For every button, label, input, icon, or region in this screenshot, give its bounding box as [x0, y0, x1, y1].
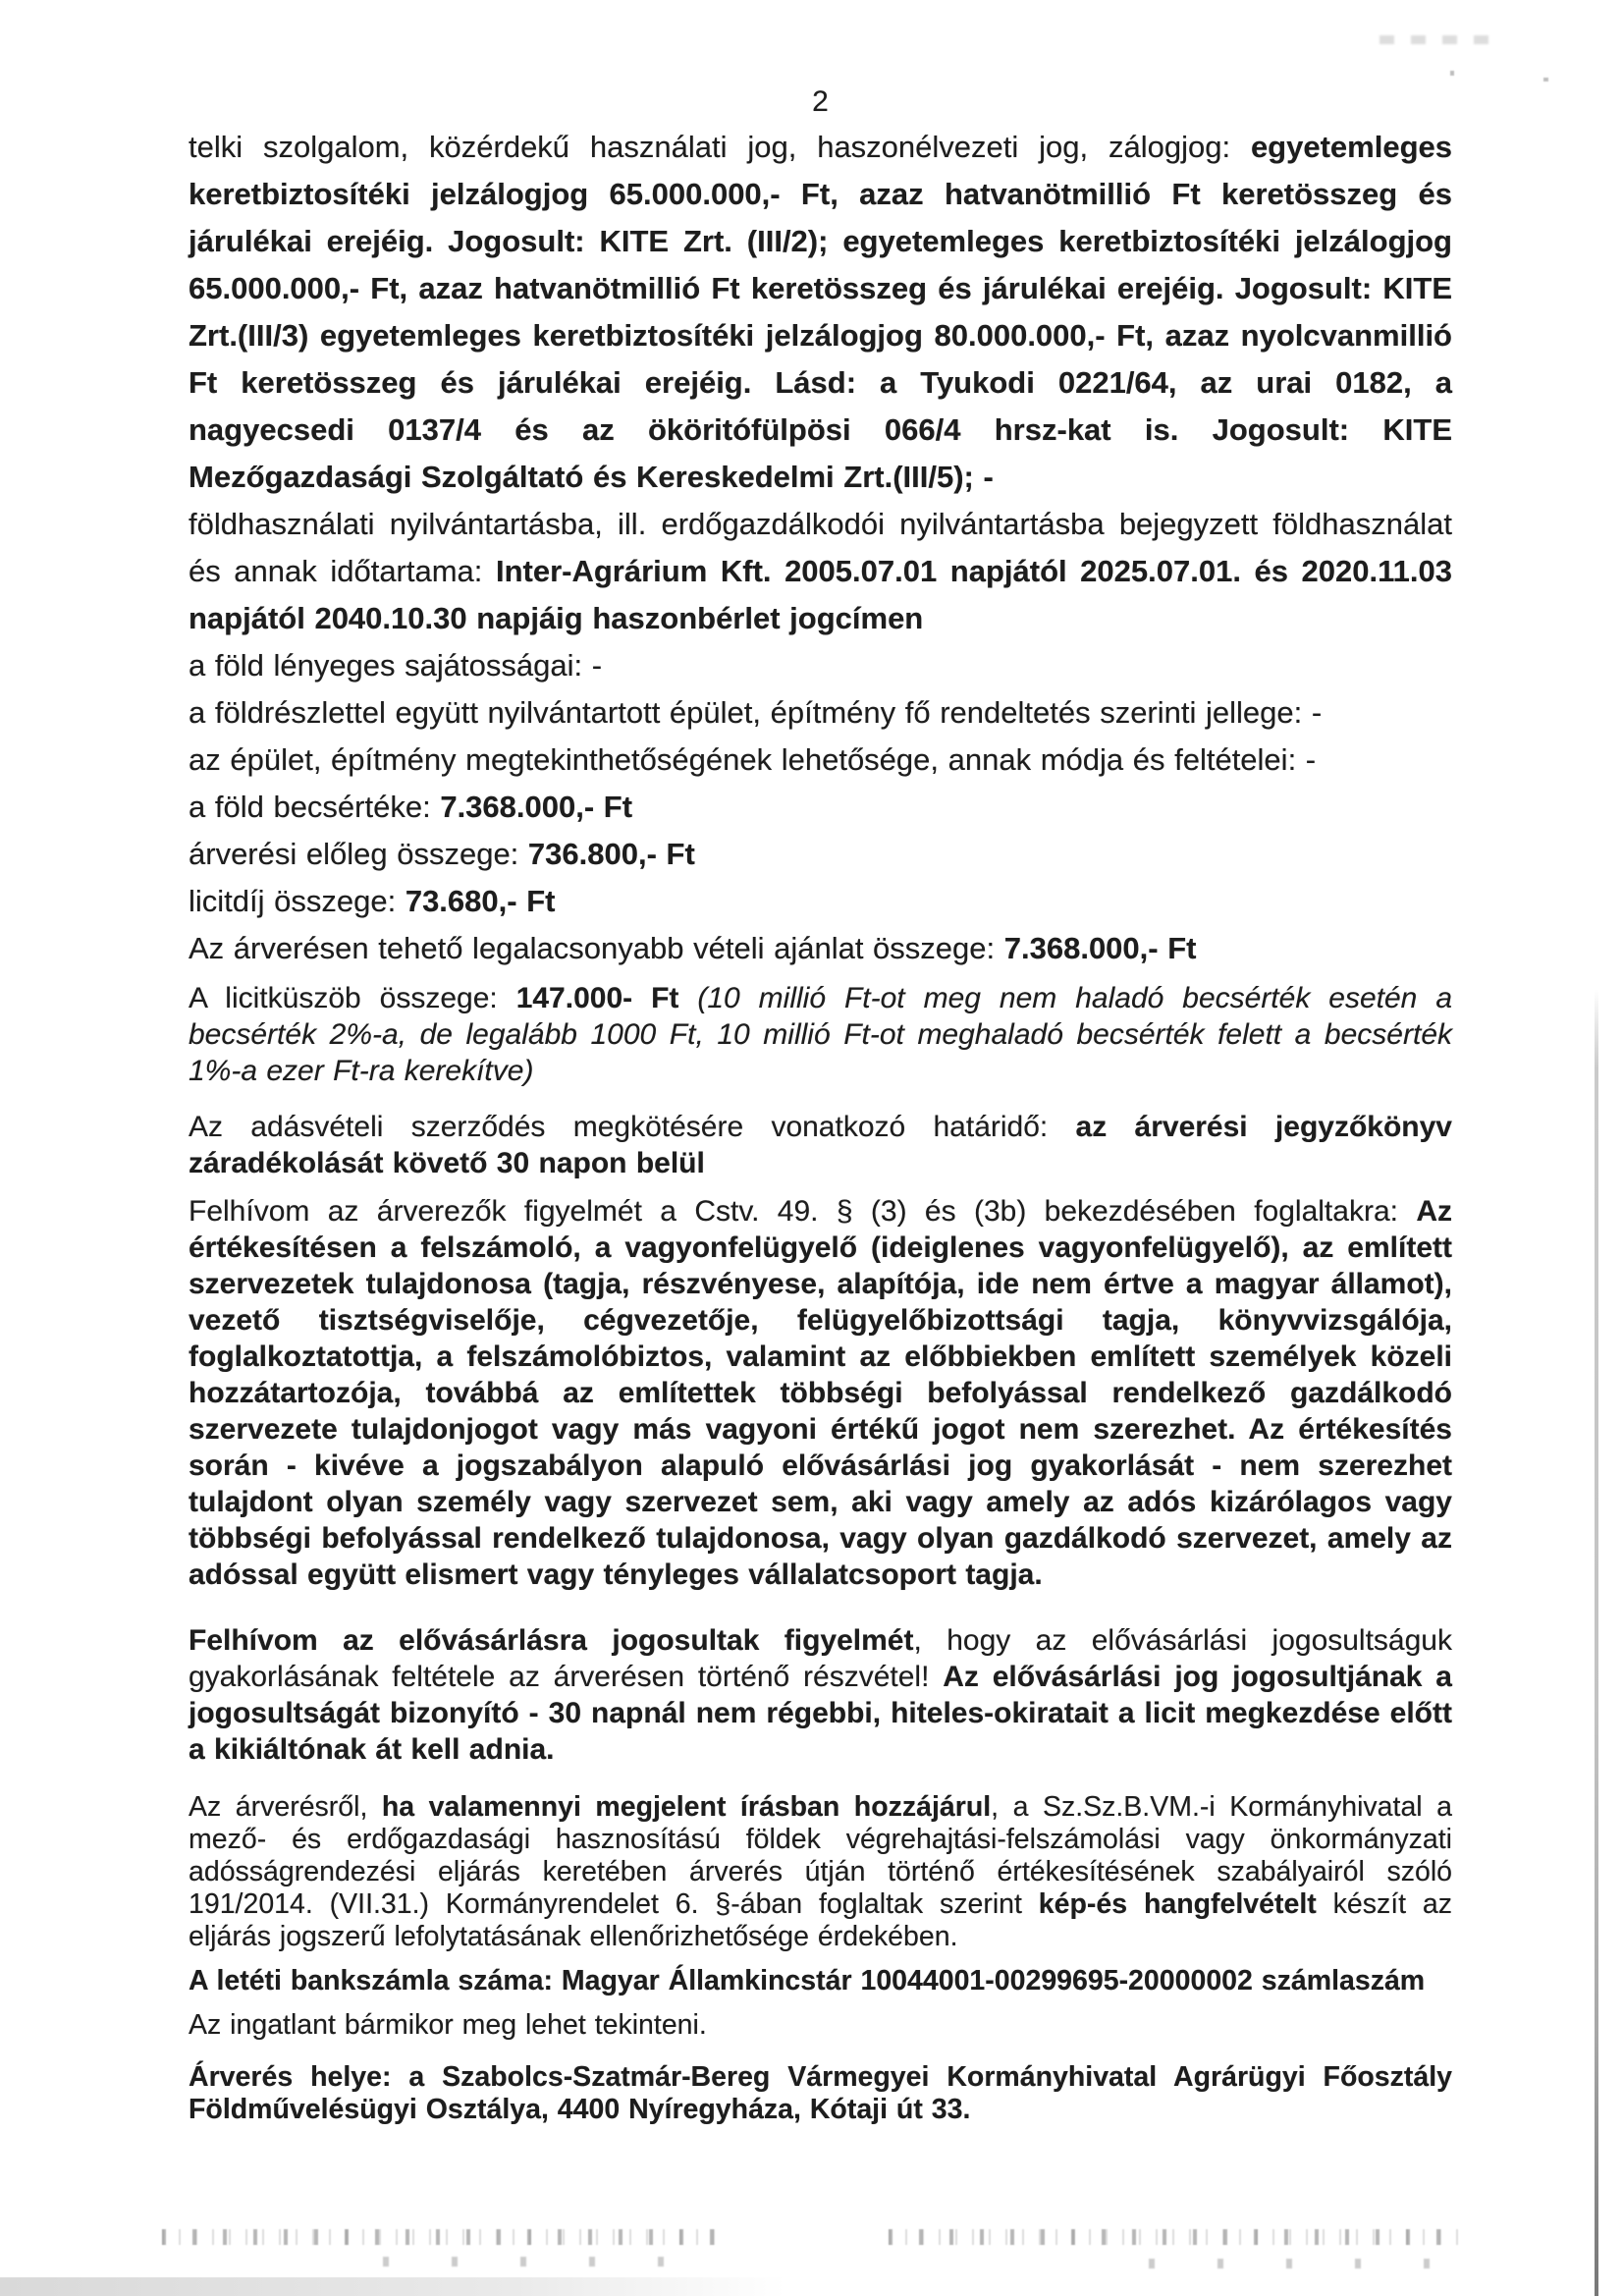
- text-run: A licitküszöb összege:: [189, 982, 516, 1014]
- text-run: (10 millió Ft-ot meg nem haladó becsérték esetén a becsérték 2%-a, de legalább 1000 Ft, 10 millió Ft-ot meghaladó becsérték felett a becsérték 1%-a ezer Ft-ra kerekítve): [189, 982, 1453, 1087]
- text-run: Az értékesítésen a felszámoló, a vagyonfelügyelő (ideiglenes vagyonfelügyelő), az említett szervezetek tulajdonosa (tagja, részvényese, alapítója, ide nem értve a magyar államot), vezető tisztségviselője, cégvezetője, felügyelőbizottsági tagja, könyvvizsgálója, foglalkoztatottja, a felszámolóbiztos, valamint az előbbiekben említett személyek közeli hozzátartozója, továbbá az említettek többségi befolyással rendelkező gazdálkodó szervezete tulajdonjogot vagy más vagyoni értékű jogot nem szerezhet. Az értékesítés során - kivéve a jogszabályon alapuló elővásárlási jog gyakorlását - nem szerezhet tulajdont olyan személy vagy szervezet sem, aki vagy amely az adós kizárólagos vagy többségi befolyással rendelkező tulajdonosa, vagy olyan gazdálkodó szervezet, amely az adóssal együtt elismert vagy tényleges vállalatcsoport tagja.: [189, 1195, 1452, 1591]
- paragraph: [189, 737, 1452, 784]
- text-run: 7.368.000,- Ft: [440, 790, 633, 824]
- paragraph: [189, 2009, 1452, 2042]
- paragraph: [189, 831, 1452, 878]
- scan-artifact-line: [1595, 990, 1598, 2296]
- paragraph: [189, 878, 1452, 925]
- text-run: telki szolgalom, közérdekű használati jog, haszonélvezeti jog, zálogjog:: [189, 130, 1251, 164]
- text-run: a földrészlettel együtt nyilvántartott épület, építmény fő rendeltetés szerinti jellege: -: [189, 695, 1323, 730]
- paragraph: [189, 784, 1452, 831]
- text-run: egyetemleges keretbiztosítéki jelzálogjog 65.000.000,- Ft, azaz hatvanötmillió Ft keretösszeg és járulékai erejéig. Jogosult: KITE Zrt. (III/2); egyetemleges keretbiztosítéki jelzálogjog 65.000.000,- Ft, azaz hatvanötmillió Ft keretösszeg és járulékai erejéig. Jogosult: KITE Zrt.(III/3) egyetemleges keretbiztosítéki jelzálogjog 80.000.000,- Ft, azaz nyolcvanmillió Ft keretösszeg és járulékai erejéig. Lásd: a Tyukodi 0221/64, az urai 0182, a nagyecsedi 0137/4 és az ököritófülpösi 066/4 hrsz-kat is. Jogosult: KITE Mezőgazdasági Szolgáltató és Kereskedelmi Zrt.(III/5); -: [189, 130, 1452, 494]
- scan-noise: [162, 2229, 727, 2245]
- text-run: földhasználati nyilvántartásba, ill. erdőgazdálkodói nyilvántartásba bejegyzett földhasználat és annak időtartama:: [189, 507, 1452, 588]
- text-run: Az adásvételi szerződés megkötésére vonatkozó határidő:: [189, 1111, 1076, 1143]
- text-run: , a Sz.Sz.B.VM.-i Kormányhivatal a mező- és erdőgazdasági hasznosítású földek végrehajtási-felszámolási vagy önkormányzati adósságrendezési eljárás keretében árverés útján történő értékesítésének szabályairól szóló 191/2014. (VII.31.) Kormányrendelet 6. §-ában foglaltak szerint: [189, 1791, 1452, 1920]
- paragraph: [189, 1109, 1452, 1181]
- scan-noise: [383, 2257, 707, 2267]
- text-run: Felhívom az elővásárlásra jogosultak figyelmét: [189, 1624, 914, 1657]
- text-run: 147.000- Ft: [515, 982, 698, 1014]
- paragraph: [189, 689, 1452, 737]
- scan-speck: [1450, 71, 1454, 76]
- paragraph: [189, 980, 1452, 1089]
- paragraph: [189, 1193, 1452, 1593]
- paragraph: [189, 1791, 1452, 1953]
- text-run: Inter-Agrárium Kft. 2005.07.01 napjától 2025.07.01. és 2020.11.03 napjától 2040.10.30 napjáig haszonbérlet jogcímen: [189, 554, 1452, 635]
- text-run: Felhívom az árverezők figyelmét a Cstv. 49. § (3) és (3b) bekezdésében foglaltakra:: [189, 1195, 1417, 1228]
- text-run: árverési előleg összege:: [189, 837, 528, 871]
- text-run: a föld lényeges sajátosságai: -: [189, 648, 603, 683]
- text-run: Az árverésről,: [189, 1791, 382, 1823]
- scan-smudge: [1380, 35, 1495, 44]
- text-run: , hogy az elővásárlási jogosultságuk gyakorlásának feltétele az árverésen történő részvétel!: [189, 1624, 1452, 1693]
- page-number: 2: [812, 85, 829, 118]
- paragraph: [189, 1965, 1452, 1997]
- scan-noise: [1149, 2259, 1453, 2269]
- text-run: Az árverésen tehető legalacsonyabb vételi ajánlat összege:: [189, 931, 1004, 965]
- text-run: Árverés helye: a Szabolcs-Szatmár-Bereg Vármegyei Kormányhivatal Agrárügyi Főosztály Földművelésügyi Osztálya, 4400 Nyíregyháza, Kótaji út 33.: [189, 2061, 1452, 2125]
- text-run: Az ingatlant bármikor meg lehet tekinteni.: [189, 2009, 707, 2041]
- text-run: az árverési jegyzőkönyv záradékolását követő 30 napon belül: [189, 1111, 1452, 1179]
- scan-speck: [1543, 78, 1548, 82]
- text-run: 736.800,- Ft: [527, 837, 695, 871]
- text-run: Az elővásárlási jog jogosultjának a jogosultságát bizonyító - 30 napnál nem régebbi, hiteles-okiratait a licit megkezdése előtt a kikiáltónak át kell adnia.: [189, 1661, 1452, 1766]
- paragraph: [189, 1622, 1452, 1768]
- scan-noise: [889, 2229, 1458, 2245]
- paragraph: [189, 925, 1452, 972]
- document-body: [189, 0, 1452, 2126]
- text-run: készít az eljárás jogszerű lefolytatásának ellenőrizhetősége érdekében.: [189, 1888, 1453, 1952]
- text-run: ha valamennyi megjelent írásban hozzájárul: [381, 1791, 992, 1823]
- text-run: licitdíj összege:: [189, 884, 406, 918]
- text-run: kép-és hangfelvételt: [1038, 1888, 1317, 1920]
- text-run: a föld becsértéke:: [189, 790, 441, 824]
- paragraph: [189, 2061, 1452, 2126]
- scan-artifact-band: [0, 2277, 785, 2296]
- paragraph: [189, 124, 1452, 501]
- text-run: 7.368.000,- Ft: [1003, 931, 1197, 965]
- paragraph: [189, 501, 1452, 642]
- text-run: az épület, építmény megtekinthetőségének lehetősége, annak módja és feltételei: -: [189, 742, 1317, 777]
- text-run: A letéti bankszámla száma: Magyar Államkincstár 10044001-00299695-20000002 számlaszám: [189, 1965, 1426, 1996]
- text-run: 73.680,- Ft: [405, 884, 556, 918]
- paragraph: [189, 642, 1452, 689]
